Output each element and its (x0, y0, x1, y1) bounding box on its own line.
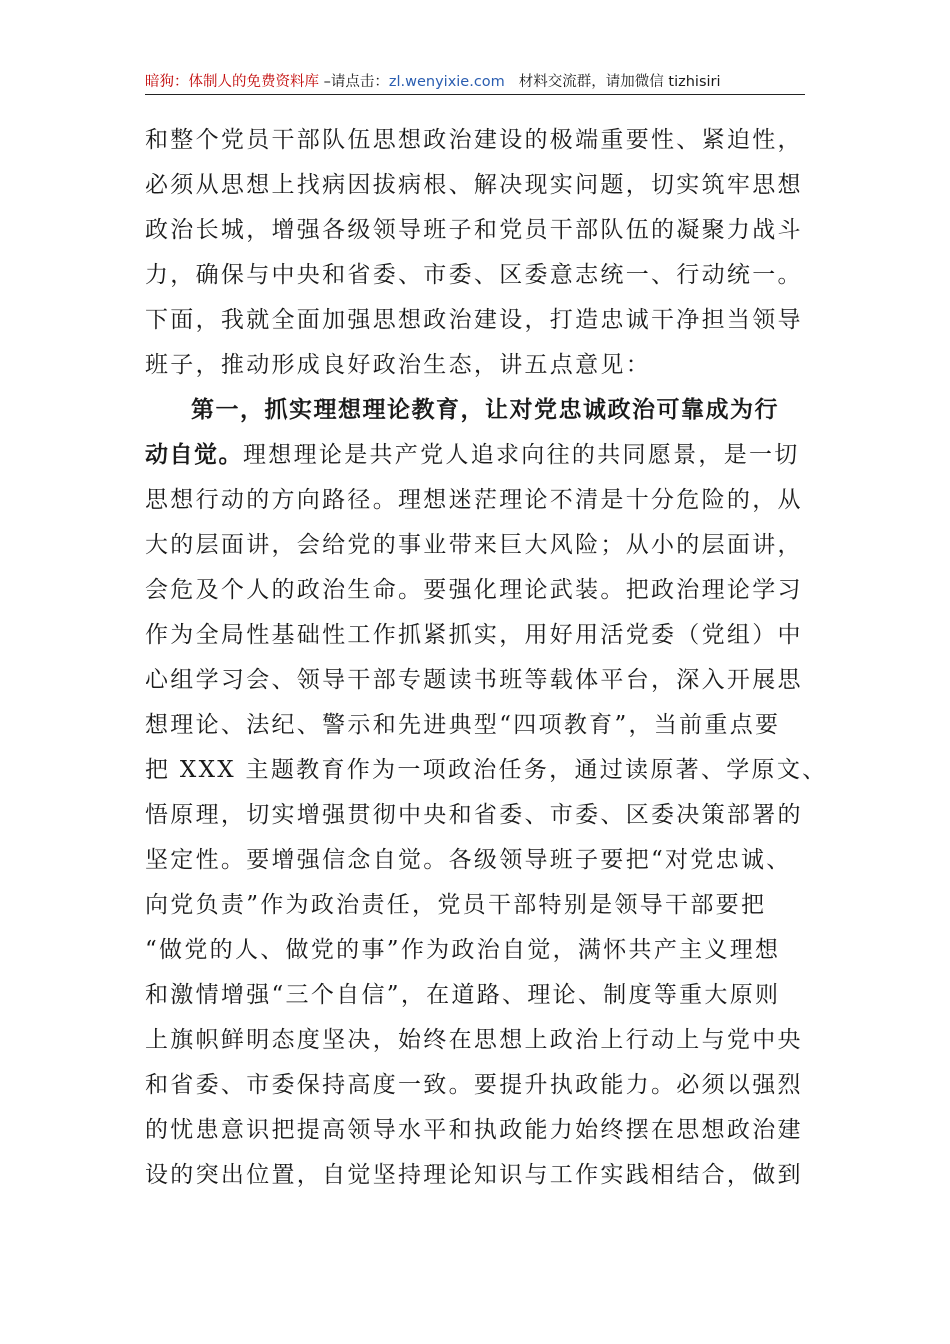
body-line: 的忧患意识把提高领导水平和执政能力始终摆在思想政治建 (145, 1117, 803, 1143)
body-line: 和激情增强“三个自信”，在道路、理论、制度等重大原则 (145, 982, 781, 1008)
body-line: 大的层面讲，会给党的事业带来巨大风险；从小的层面讲， (145, 532, 803, 558)
header-brand: 暗狗：体制人的免费资料库 (145, 74, 319, 90)
intro-line: 力，确保与中央和省委、市委、区委意志统一、行动统一。 (145, 262, 803, 288)
body-line: 想理论、法纪、警示和先进典型“四项教育”，当前重点要 (145, 712, 781, 738)
document-body (145, 118, 828, 1198)
body-line: 上旗帜鲜明态度坚决，始终在思想上政治上行动上与党中央 (145, 1027, 803, 1053)
body-line: 向党负责”作为政治责任，党员干部特别是领导干部要把 (145, 892, 767, 918)
intro-line: 和整个党员干部队伍思想政治建设的极端重要性、紧迫性， (145, 127, 803, 153)
body-line: 把 XXX 主题教育作为一项政治任务，通过读原著、学原文、 (145, 757, 828, 783)
body-line: 心组学习会、领导干部专题读书班等载体平台，深入开展思 (145, 667, 803, 693)
body-line: 悟原理，切实增强贯彻中央和省委、市委、区委决策部署的 (145, 802, 803, 828)
page-header (145, 70, 805, 95)
header-url-link[interactable]: zl.wenyixie.com (388, 74, 505, 90)
intro-line: 必须从思想上找病因拔病根、解决现实问题，切实筑牢思想 (145, 172, 803, 198)
body-line: 和省委、市委保持高度一致。要提升执政能力。必须以强烈 (145, 1072, 803, 1098)
body-line: “做党的人、做党的事”作为政治自觉，满怀共产主义理想 (145, 937, 781, 963)
intro-line: 政治长城，增强各级领导班子和党员干部队伍的凝聚力战斗 (145, 217, 803, 243)
header-wechat-note: 材料交流群，请加微信 tizhisiri (518, 74, 721, 90)
intro-line: 班子，推动形成良好政治生态，讲五点意见： (145, 352, 651, 378)
body-line: 坚定性。要增强信念自觉。各级领导班子要把“对党忠诚、 (145, 847, 792, 873)
intro-line: 下面，我就全面加强思想政治建设，打造忠诚干净担当领导 (145, 307, 803, 333)
section-heading: 第一，抓实理想理论教育，让对党忠诚政治可靠成为行 (191, 397, 779, 423)
body-line: 作为全局性基础性工作抓紧抓实，用好用活党委（党组）中 (145, 622, 803, 648)
section-line (145, 433, 810, 478)
body-line: 思想行动的方向路径。理想迷茫理论不清是十分危险的，从 (145, 487, 803, 513)
header-prompt: –请点击： (319, 74, 389, 90)
section-heading-end: 动自觉。 (145, 442, 243, 468)
section-line-text: 理想理论是共产党人追求向往的共同愿景，是一切 (243, 442, 800, 468)
body-line: 设的突出位置，自觉坚持理论知识与工作实践相结合，做到 (145, 1162, 803, 1188)
body-line: 会危及个人的政治生命。要强化理论武装。把政治理论学习 (145, 577, 803, 603)
